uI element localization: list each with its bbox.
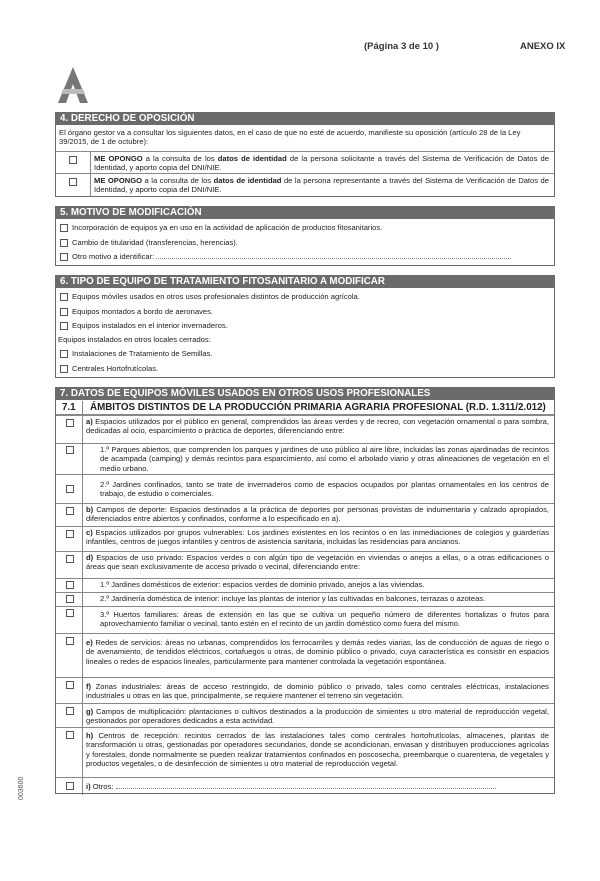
reason-checkbox[interactable]	[60, 253, 68, 261]
reason-item-other[interactable]: Otro motivo a identificar:	[60, 252, 550, 261]
equipment-type-item[interactable]: Equipos instalados en el interior invernaderos.	[60, 321, 550, 330]
equipment-type-item[interactable]: Equipos móviles usados en otros usos profesionales distintos de producción agrícola.	[60, 292, 550, 301]
subsection-title: ÁMBITOS DISTINTOS DE LA PRODUCCIÓN PRIMARIA AGRARIA PROFESIONAL (R.D. 1.311/2.012)	[90, 402, 546, 413]
row-checkbox[interactable]	[66, 707, 74, 715]
reason-checkbox[interactable]	[60, 224, 68, 232]
row-checkbox[interactable]	[66, 595, 74, 603]
annex-label: ANEXO IX	[520, 41, 566, 52]
row-text: Centros de recepción: recintos cerrados de las instalaciones tales como centrales hortofrutícolas, almacenes, plantas de transformación u otras, gestionadas por operadores secundarios, donde se acondicionan, envasan y distribuyen producciones agrícolas y forestales, donde normalmente se pueden realizar tratamientos confinados en poscosecha, preembarque o cuarentena, de vegetales y productos vegetales, o de desinfección de simientes u otro material de reproducción vegetal.	[86, 731, 549, 768]
table-row: a) Espacios utilizados por el público en general, comprendidos las áreas verdes y de recreo, con vegetación ornamental o para sombra, dedicadas al ocio, esparcimiento o práctica de deportes, diferenciando entre:	[56, 415, 554, 444]
equipment-checkbox[interactable]	[60, 350, 68, 358]
row-checkbox[interactable]	[66, 530, 74, 538]
oppose-representative-label: ME OPONGO a la consulta de los datos de identidad de la persona representante a través del Sistema de Verificación de Datos de Identidad, y aporto copia del DNI/NIE.	[94, 176, 549, 195]
table-row: e) Redes de servicios: áreas no urbanas, comprendidos los ferrocarriles y demás redes viarias, las de conducción de aguas de riego o de avenamiento, de tendidos eléctricos, cortafuegos u otras, de dominio público o privado, cuya característica es consistir en espacios lineales o redes de espacios lineales, particularmente para mantener controlada la vegetación espontánea.	[56, 633, 554, 678]
row-text: 2.º Jardinería doméstica de interior: incluye las plantas de interior y las cultivadas en balcones, terrazas o azoteas.	[100, 594, 486, 603]
table-row: i) Otros:	[56, 777, 554, 795]
table-row: b) Campos de deporte: Espacios destinados a la práctica de deportes por personas provistas de indumentaria y calzado apropiados, diferenciados entre abiertos y confinados, conforme a lo especificado en a).	[56, 503, 554, 527]
equipment-checkbox[interactable]	[60, 322, 68, 330]
table-row: d) Espacios de uso privado: Espacios verdes o con algún tipo de vegetación en viviendas o anejos a ellas, o a otras edificaciones o áreas que sean exclusivamente de acceso privado o vecinal, diferenciando entre:	[56, 551, 554, 579]
equipment-checkbox[interactable]	[60, 308, 68, 316]
row-checkbox[interactable]	[66, 446, 74, 454]
row-text: Zonas industriales: áreas de acceso restringido, de dominio público o privado, tales como centrales eléctricas, instalaciones industriales u otras en las que, principalmente, se requiere mantener el terreno sin vegetación.	[86, 682, 549, 701]
row-text: Espacios utilizados por grupos vulnerables: Los jardines existentes en los recintos o en las inmediaciones de colegios y guarderías infantiles, centros de juegos infantiles y centros de asistencia sanitaria, incluidas las residencias para ancianos.	[86, 528, 549, 547]
reason-item[interactable]: Incorporación de equipos ya en uso en la actividad de aplicación de productos fitosanitarios.	[60, 223, 550, 232]
row-text: Campos de multiplicación: plantaciones o cultivos destinados a la producción de simientes u otro material de reproducción vegetal, gestionados por operadores dedicados a esta actividad.	[86, 707, 549, 726]
table-row	[56, 443, 554, 475]
subsection-number: 7.1	[62, 402, 76, 413]
section-7-title: 7. DATOS DE EQUIPOS MÓVILES USADOS EN OTROS USOS PROFESIONALES	[56, 388, 554, 400]
junta-andalucia-logo	[55, 66, 91, 104]
opposition-row-applicant	[56, 151, 554, 174]
opposition-row-representative	[56, 173, 554, 197]
row-checkbox[interactable]	[66, 637, 74, 645]
enclosed-premises-label: Equipos instalados en otros locales cerrados:	[58, 335, 211, 344]
side-code: 003600	[18, 776, 25, 800]
reason-checkbox[interactable]	[60, 239, 68, 247]
row-checkbox[interactable]	[66, 555, 74, 563]
equipment-checkbox[interactable]	[60, 365, 68, 373]
row-text: Otros:	[92, 782, 114, 791]
row-text: 1.º Jardines domésticos de exterior: espacios verdes de dominio privado, anejos a las viviendas.	[100, 580, 425, 589]
row-checkbox[interactable]	[66, 681, 74, 689]
row-checkbox[interactable]	[66, 609, 74, 617]
reason-item[interactable]: Cambio de titularidad (transferencias, herencias).	[60, 238, 550, 247]
table-row	[56, 578, 554, 593]
table-row: c) Espacios utilizados por grupos vulnerables: Los jardines existentes en los recintos o en las inmediaciones de colegios y guarderías infantiles, centros de juegos infantiles y centros de asistencia sanitaria, incluidas las residencias para ancianos.	[56, 526, 554, 552]
section-4-title: 4. DERECHO DE OPOSICIÓN	[56, 113, 554, 125]
section-5-title: 5. MOTIVO DE MODIFICACIÓN	[56, 207, 554, 219]
section-4-derecho-oposicion	[55, 112, 555, 197]
equipment-type-item[interactable]: Instalaciones de Tratamiento de Semillas.	[60, 349, 550, 358]
table-row	[56, 592, 554, 607]
row-checkbox[interactable]	[66, 782, 74, 790]
oppose-applicant-label: ME OPONGO a la consulta de los datos de identidad de la persona solicitante a través del Sistema de Verificación de Datos de Identidad, y aporto copia del DNI/NIE.	[94, 154, 549, 173]
row-checkbox[interactable]	[66, 419, 74, 427]
section-7-datos-equipos	[55, 387, 555, 794]
table-row	[56, 474, 554, 504]
other-reason-field[interactable]	[156, 258, 511, 259]
section-5-motivo-modificacion	[55, 206, 555, 266]
row-checkbox[interactable]	[66, 581, 74, 589]
row-text: Redes de servicios: áreas no urbanas, comprendidos los ferrocarriles y demás redes viarias, las de conducción de aguas de riego o de avenamiento, de tendidos eléctricos, cortafuegos u otras, de dominio público o privado, cuya característica es consistir en espacios lineales o redes de espacios lineales, particularmente para mantener controlada la vegetación espontánea.	[86, 638, 549, 666]
table-row	[56, 606, 554, 634]
row-checkbox[interactable]	[66, 731, 74, 739]
equipment-type-item[interactable]: Equipos montados a bordo de aeronaves.	[60, 307, 550, 316]
equipment-type-item[interactable]: Centrales Hortofrutícolas.	[60, 364, 550, 373]
row-checkbox[interactable]	[66, 507, 74, 515]
subsection-7-1-header	[56, 401, 554, 415]
table-row: g) Campos de multiplicación: plantaciones o cultivos destinados a la producción de simientes u otro material de reproducción vegetal, gestionados por operadores dedicados a esta actividad.	[56, 703, 554, 728]
row-text: Campos de deporte: Espacios destinados a la práctica de deportes por personas provistas de indumentaria y calzado apropiados, diferenciados entre abiertos y confinados, conforme a lo especificado en a).	[86, 505, 549, 524]
row-text: 1.º Parques abiertos, que comprenden los parques y jardines de uso público al aire libre, incluidas las zonas ajardinadas de recintos de acampada (camping) y demás recintos para esparcimiento, así como el arbolado viario y otras alineaciones de vegetación en el medio urbano.	[100, 445, 549, 473]
section-6-tipo-equipo	[55, 275, 555, 378]
row-text: 3.º Huertos familiares: áreas de extensión en las que se cultiva un pequeño número de diferentes hortalizas o frutos para aprovechamiento familiar o vecinal, tanto estén en el recinto de un jardín doméstico como fuera del mismo.	[100, 610, 549, 629]
row-text: 2.º Jardines confinados, tanto se trate de invernaderos como de espacios ocupados por plantas ornamentales en los centros de trabajo, de estudio o comerciales.	[100, 480, 549, 499]
row-checkbox[interactable]	[66, 485, 74, 493]
oppose-applicant-checkbox[interactable]	[69, 156, 77, 164]
table-row: f) Zonas industriales: áreas de acceso restringido, de dominio público o privado, tales como centrales eléctricas, instalaciones industriales u otras en las que, principalmente, se requiere mantener el terreno sin vegetación.	[56, 677, 554, 704]
row-text: Espacios utilizados por el público en general, comprendidos las áreas verdes y de recreo, con vegetación ornamental o para sombra, dedicadas al ocio, esparcimiento o práctica de deportes, diferenciando entre:	[86, 417, 549, 436]
section-6-title: 6. TIPO DE EQUIPO DE TRATAMIENTO FITOSANITARIO A MODIFICAR	[56, 276, 554, 288]
equipment-checkbox[interactable]	[60, 293, 68, 301]
section-4-intro: El órgano gestor va a consultar los siguientes datos, en el caso de que no esté de acuerdo, manifieste su oposición (artículo 28 de la Ley 39/2015, de 1 de octubre):	[59, 128, 521, 147]
row-text: Espacios de uso privado: Espacios verdes o con algún tipo de vegetación en viviendas o anejos a ellas, o a otras edificaciones o áreas que sean exclusivamente de acceso privado o vecinal, diferenciando entre:	[86, 553, 549, 572]
table-row: h) Centros de recepción: recintos cerrados de las instalaciones tales como centrales hortofrutícolas, almacenes, plantas de transformación u otras, gestionadas por operadores secundarios, donde se acondicionan, envasan y distribuyen producciones agrícolas y forestales, donde normalmente se pueden realizar tratamientos confinados en poscosecha, preembarque o cuarentena, de vegetales y productos vegetales, o de desinfección de simientes u otro material de reproducción vegetal.	[56, 727, 554, 778]
page-number: (Página 3 de 10 )	[364, 41, 439, 52]
oppose-representative-checkbox[interactable]	[69, 178, 77, 186]
other-field[interactable]	[116, 788, 496, 789]
